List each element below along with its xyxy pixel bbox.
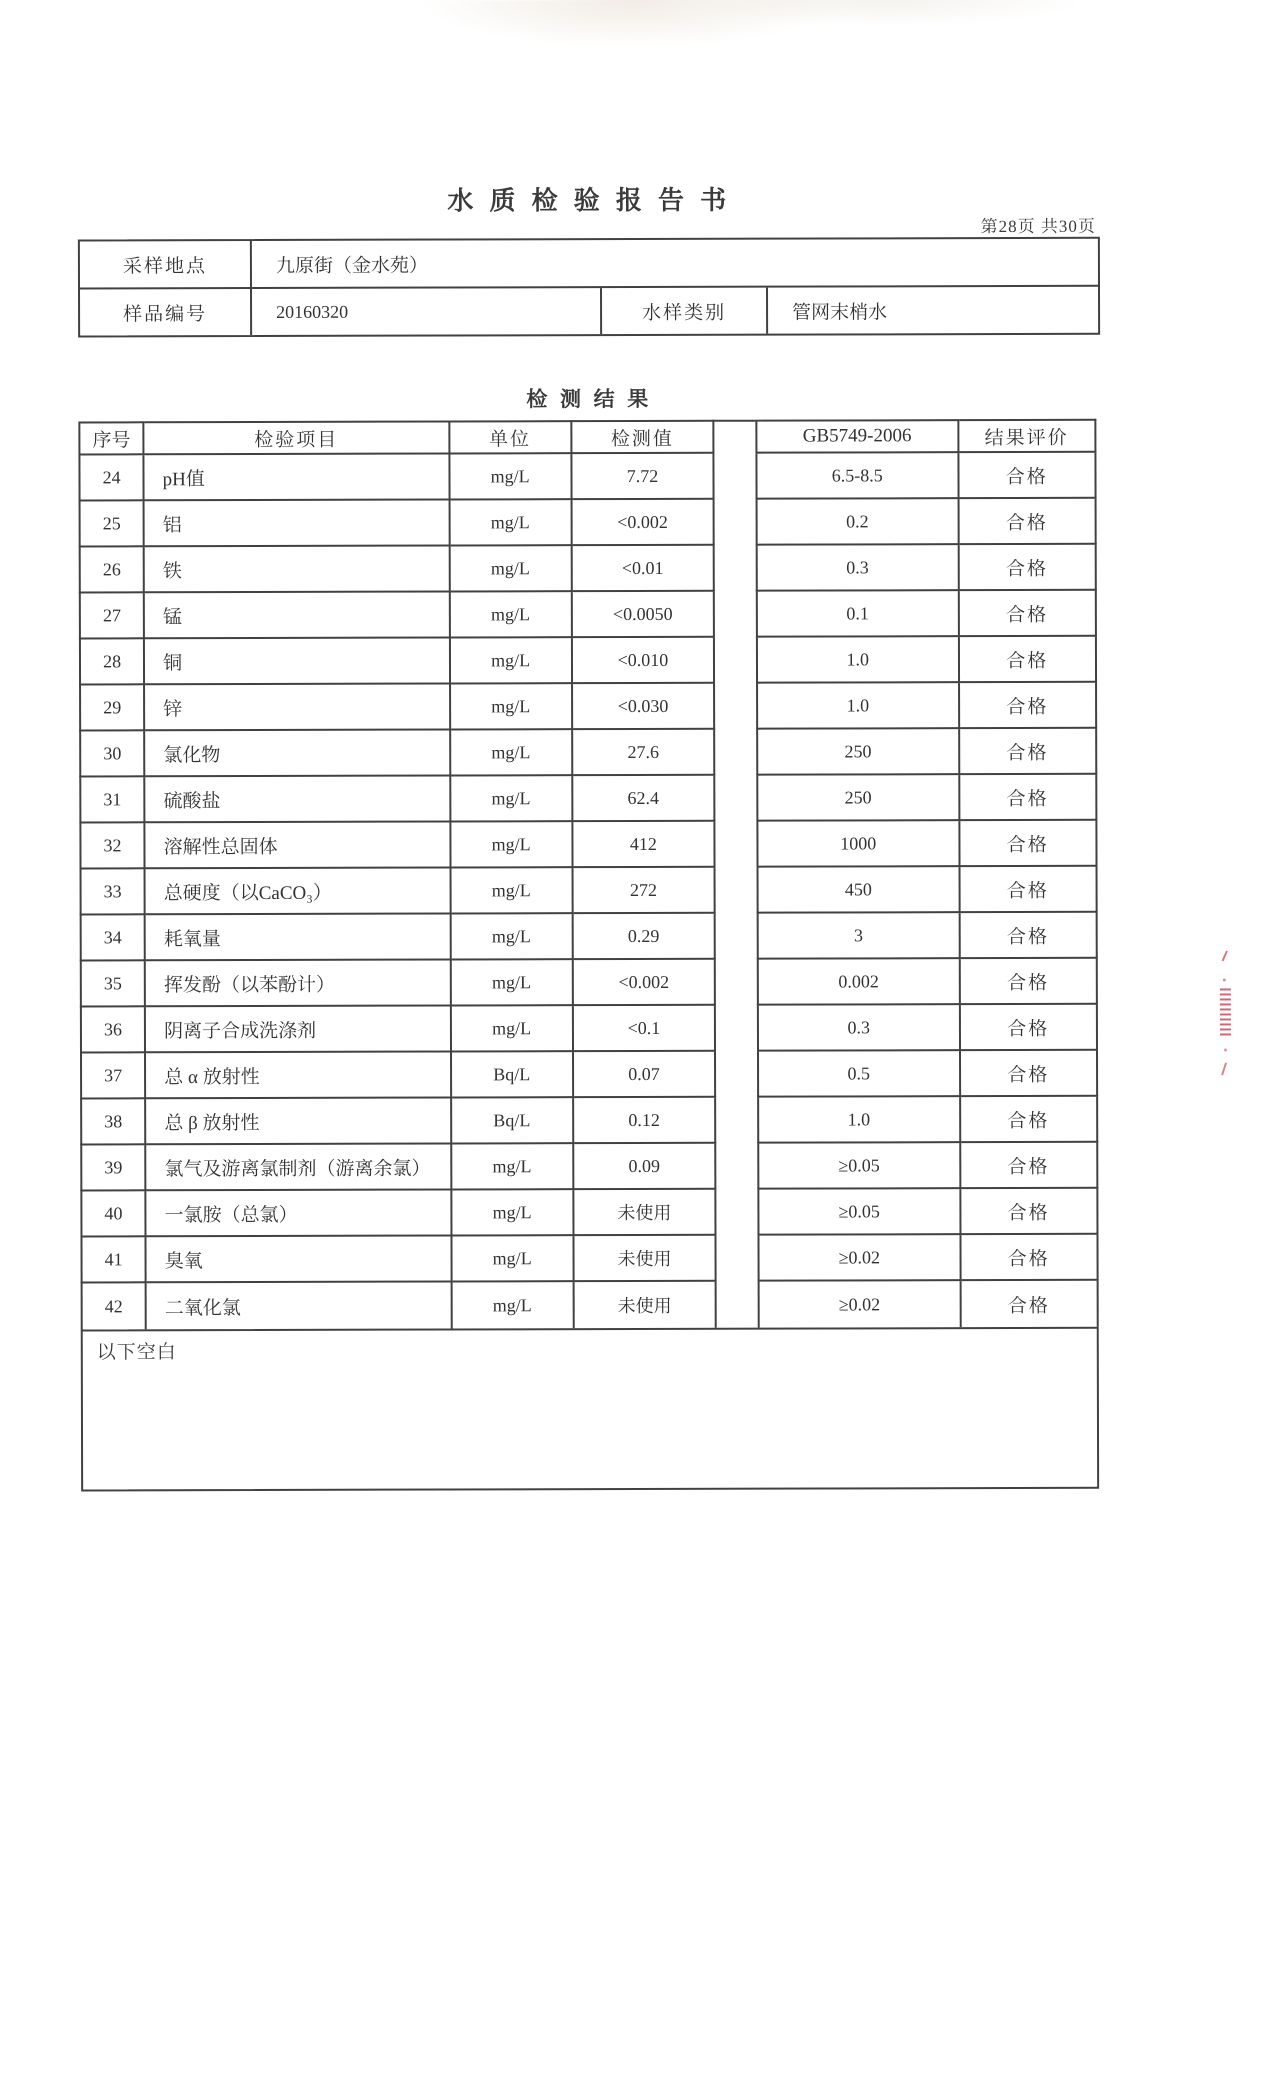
cell-unit: mg/L xyxy=(450,638,572,684)
cell-seq: 28 xyxy=(79,639,145,685)
red-mark xyxy=(1222,951,1228,962)
cell-standard-limit: 1000 xyxy=(756,821,960,868)
result-row xyxy=(79,729,1097,778)
cell-standard-limit: 250 xyxy=(756,729,960,776)
cell-evaluation: 合格 xyxy=(961,1051,1099,1097)
cell-standard-limit: ≥0.02 xyxy=(758,1281,962,1328)
cell-standard-limit: 1.0 xyxy=(756,637,960,684)
result-row xyxy=(79,683,1097,732)
cell-seq: 34 xyxy=(80,915,146,961)
cell-standard-limit: 0.1 xyxy=(756,591,960,638)
sample-location-label: 采样地点 xyxy=(80,241,252,287)
cell-evaluation: 合格 xyxy=(959,591,1097,637)
cell-item: 二氧化氯 xyxy=(147,1282,453,1329)
result-row xyxy=(80,1051,1098,1100)
cell-item: 溶解性总固体 xyxy=(146,822,452,869)
cell-evaluation: 合格 xyxy=(960,1005,1098,1051)
cell-evaluation: 合格 xyxy=(959,545,1097,591)
cell-seq: 25 xyxy=(79,501,145,547)
cell-seq: 37 xyxy=(80,1053,146,1099)
cell-seq: 26 xyxy=(79,547,145,593)
cell-standard-limit: 3 xyxy=(757,913,961,960)
cell-evaluation: 合格 xyxy=(960,867,1098,913)
cell-detected-value: 未使用 xyxy=(574,1282,717,1328)
red-mark xyxy=(1224,1048,1227,1051)
col-gap xyxy=(716,1144,757,1190)
cell-seq: 27 xyxy=(79,593,145,639)
water-type-value: 管网末梢水 xyxy=(792,301,888,324)
header-unit: 单位 xyxy=(450,420,572,454)
cell-standard-limit: 0.002 xyxy=(757,959,961,1006)
result-row xyxy=(80,1143,1098,1192)
col-gap xyxy=(715,546,756,592)
cell-standard-limit: 450 xyxy=(756,867,960,914)
cell-unit: mg/L xyxy=(452,1144,574,1190)
cell-standard-limit: 0.2 xyxy=(755,499,959,546)
col-gap xyxy=(717,1282,758,1328)
cell-unit: mg/L xyxy=(451,1006,573,1052)
col-gap xyxy=(716,822,757,868)
cell-seq: 24 xyxy=(78,455,144,501)
cell-standard-limit: 250 xyxy=(756,775,960,822)
cell-unit: mg/L xyxy=(451,822,573,868)
cell-detected-value: 62.4 xyxy=(573,776,716,822)
sample-id-label: 样品编号 xyxy=(80,289,252,335)
cell-evaluation: 合格 xyxy=(961,1097,1099,1143)
cell-seq: 29 xyxy=(79,685,145,731)
cell-standard-limit: ≥0.02 xyxy=(757,1235,961,1282)
result-row xyxy=(79,545,1097,594)
cell-item: 铝 xyxy=(145,500,451,547)
result-row xyxy=(78,453,1096,502)
cell-evaluation: 合格 xyxy=(960,913,1098,959)
blank-footer-box: 以下空白 xyxy=(81,1327,1099,1492)
header-detected-value: 检测值 xyxy=(572,420,715,454)
cell-unit: mg/L xyxy=(450,500,572,546)
result-row xyxy=(79,637,1097,686)
cell-seq: 35 xyxy=(80,961,146,1007)
scan-smudge xyxy=(697,0,1077,26)
col-gap xyxy=(716,1006,757,1052)
cell-item: 氯化物 xyxy=(145,730,451,777)
col-gap xyxy=(716,1052,757,1098)
cell-seq: 30 xyxy=(79,731,145,777)
result-row xyxy=(80,1005,1098,1054)
header-standard-limit: GB5749-2006 xyxy=(755,419,959,454)
cell-evaluation: 合格 xyxy=(961,1281,1099,1327)
cell-unit: Bq/L xyxy=(452,1098,574,1144)
cell-detected-value: <0.030 xyxy=(573,684,716,730)
result-row xyxy=(81,1281,1099,1330)
cell-standard-limit: 0.3 xyxy=(756,545,960,592)
cell-evaluation: 合格 xyxy=(959,499,1097,545)
sample-id-row xyxy=(80,285,1098,336)
results-table xyxy=(78,419,1099,1492)
col-gap xyxy=(715,730,756,776)
cell-detected-value: <0.1 xyxy=(574,1006,717,1052)
cell-seq: 33 xyxy=(80,869,146,915)
cell-unit: mg/L xyxy=(451,776,573,822)
result-row xyxy=(79,499,1097,548)
cell-standard-limit: 1.0 xyxy=(756,683,960,730)
sample-info-table xyxy=(78,237,1100,338)
cell-evaluation: 合格 xyxy=(960,729,1098,775)
sample-id-value: 20160320 xyxy=(252,288,602,335)
cell-item: 总 β 放射性 xyxy=(146,1098,452,1145)
cell-unit: mg/L xyxy=(451,730,573,776)
cell-detected-value: <0.01 xyxy=(572,546,715,592)
header-evaluation: 结果评价 xyxy=(959,419,1097,453)
col-gap xyxy=(716,868,757,914)
results-rows xyxy=(78,453,1098,1330)
cell-item: 铜 xyxy=(145,638,451,685)
result-row xyxy=(79,821,1097,870)
col-gap xyxy=(715,638,756,684)
cell-seq: 41 xyxy=(80,1237,146,1283)
col-gap xyxy=(716,776,757,822)
header-seq: 序号 xyxy=(78,421,144,455)
col-gap xyxy=(716,960,757,1006)
cell-detected-value: 7.72 xyxy=(572,454,715,500)
cell-item: 耗氧量 xyxy=(146,914,452,961)
cell-evaluation: 合格 xyxy=(960,821,1098,867)
result-row xyxy=(80,1235,1098,1284)
cell-item: 总 α 放射性 xyxy=(146,1052,452,1099)
result-row xyxy=(80,1097,1098,1146)
cell-detected-value: <0.0050 xyxy=(573,592,716,638)
cell-unit: mg/L xyxy=(451,914,573,960)
cell-evaluation: 合格 xyxy=(959,453,1097,499)
cell-seq: 32 xyxy=(79,823,145,869)
cell-evaluation: 合格 xyxy=(961,1189,1099,1235)
cell-standard-limit: ≥0.05 xyxy=(757,1143,961,1190)
col-gap xyxy=(717,1190,758,1236)
cell-evaluation: 合格 xyxy=(960,683,1098,729)
cell-unit: mg/L xyxy=(451,960,573,1006)
cell-detected-value: 27.6 xyxy=(573,730,716,776)
cell-item: 铁 xyxy=(145,546,451,593)
cell-item: 锰 xyxy=(145,592,451,639)
cell-item: 一氯胺（总氯） xyxy=(147,1190,453,1237)
water-type-label: 水样类别 xyxy=(602,288,768,334)
result-row xyxy=(80,867,1098,916)
result-row xyxy=(79,591,1097,640)
red-stamp-artifact xyxy=(1218,950,1234,1075)
col-gap xyxy=(715,500,756,546)
cell-item: 氯气及游离氯制剂（游离余氯） xyxy=(146,1144,452,1191)
col-gap xyxy=(715,420,756,454)
cell-detected-value: 272 xyxy=(573,868,716,914)
cell-detected-value: 0.09 xyxy=(574,1144,717,1190)
cell-evaluation: 合格 xyxy=(961,1143,1099,1189)
cell-evaluation: 合格 xyxy=(961,1235,1099,1281)
result-row xyxy=(80,913,1098,962)
cell-seq: 40 xyxy=(80,1191,146,1237)
cell-item: 臭氧 xyxy=(147,1236,453,1283)
cell-item: 总硬度（以CaCO₃） xyxy=(146,868,452,915)
header-item: 检验项目 xyxy=(145,420,450,455)
page-number: 第28页 共30页 xyxy=(980,216,1096,237)
cell-standard-limit: 6.5-8.5 xyxy=(755,453,959,500)
col-gap xyxy=(715,454,756,500)
cell-item: 硫酸盐 xyxy=(145,776,451,823)
section-title: 检测结果 xyxy=(526,386,661,412)
results-header-row xyxy=(78,419,1096,456)
cell-seq: 36 xyxy=(80,1007,146,1053)
cell-unit: Bq/L xyxy=(452,1052,574,1098)
red-mark xyxy=(1223,978,1226,981)
cell-detected-value: 412 xyxy=(573,822,716,868)
cell-detected-value: <0.002 xyxy=(573,960,716,1006)
result-row xyxy=(79,775,1097,824)
cell-evaluation: 合格 xyxy=(960,775,1098,821)
cell-item: 阴离子合成洗涤剂 xyxy=(146,1006,452,1053)
cell-unit: mg/L xyxy=(451,868,573,914)
cell-unit: mg/L xyxy=(452,1236,574,1282)
cell-item: 锌 xyxy=(145,684,451,731)
cell-detected-value: 0.29 xyxy=(573,914,716,960)
red-mark xyxy=(1220,988,1231,1036)
cell-detected-value: 0.07 xyxy=(574,1052,717,1098)
cell-detected-value: <0.002 xyxy=(572,500,715,546)
col-gap xyxy=(717,1236,758,1282)
cell-unit: mg/L xyxy=(450,592,572,638)
cell-standard-limit: ≥0.05 xyxy=(757,1189,961,1236)
cell-detected-value: 0.12 xyxy=(574,1098,717,1144)
cell-unit: mg/L xyxy=(452,1282,574,1328)
report-title: 水质检验报告书 xyxy=(447,185,743,216)
sample-location-value: 九原街（金水苑） xyxy=(275,255,428,277)
cell-detected-value: 未使用 xyxy=(574,1236,717,1282)
cell-item: pH值 xyxy=(145,454,451,501)
cell-seq: 31 xyxy=(79,777,145,823)
col-gap xyxy=(715,684,756,730)
cell-seq: 38 xyxy=(80,1099,146,1145)
red-mark xyxy=(1221,1062,1227,1075)
cell-standard-limit: 1.0 xyxy=(757,1097,961,1144)
sample-location-row xyxy=(80,239,1098,288)
cell-standard-limit: 0.5 xyxy=(757,1051,961,1098)
cell-unit: mg/L xyxy=(450,546,572,592)
cell-seq: 39 xyxy=(80,1145,146,1191)
cell-item: 挥发酚（以苯酚计） xyxy=(146,960,452,1007)
result-row xyxy=(80,1189,1098,1238)
cell-detected-value: <0.010 xyxy=(573,638,716,684)
cell-unit: mg/L xyxy=(452,1190,574,1236)
cell-detected-value: 未使用 xyxy=(574,1190,717,1236)
cell-unit: mg/L xyxy=(451,684,573,730)
col-gap xyxy=(715,592,756,638)
cell-unit: mg/L xyxy=(450,454,572,500)
result-row xyxy=(80,959,1098,1008)
cell-evaluation: 合格 xyxy=(960,959,1098,1005)
cell-standard-limit: 0.3 xyxy=(757,1005,961,1052)
col-gap xyxy=(716,914,757,960)
cell-evaluation: 合格 xyxy=(959,637,1097,683)
cell-seq: 42 xyxy=(81,1283,147,1329)
col-gap xyxy=(716,1098,757,1144)
